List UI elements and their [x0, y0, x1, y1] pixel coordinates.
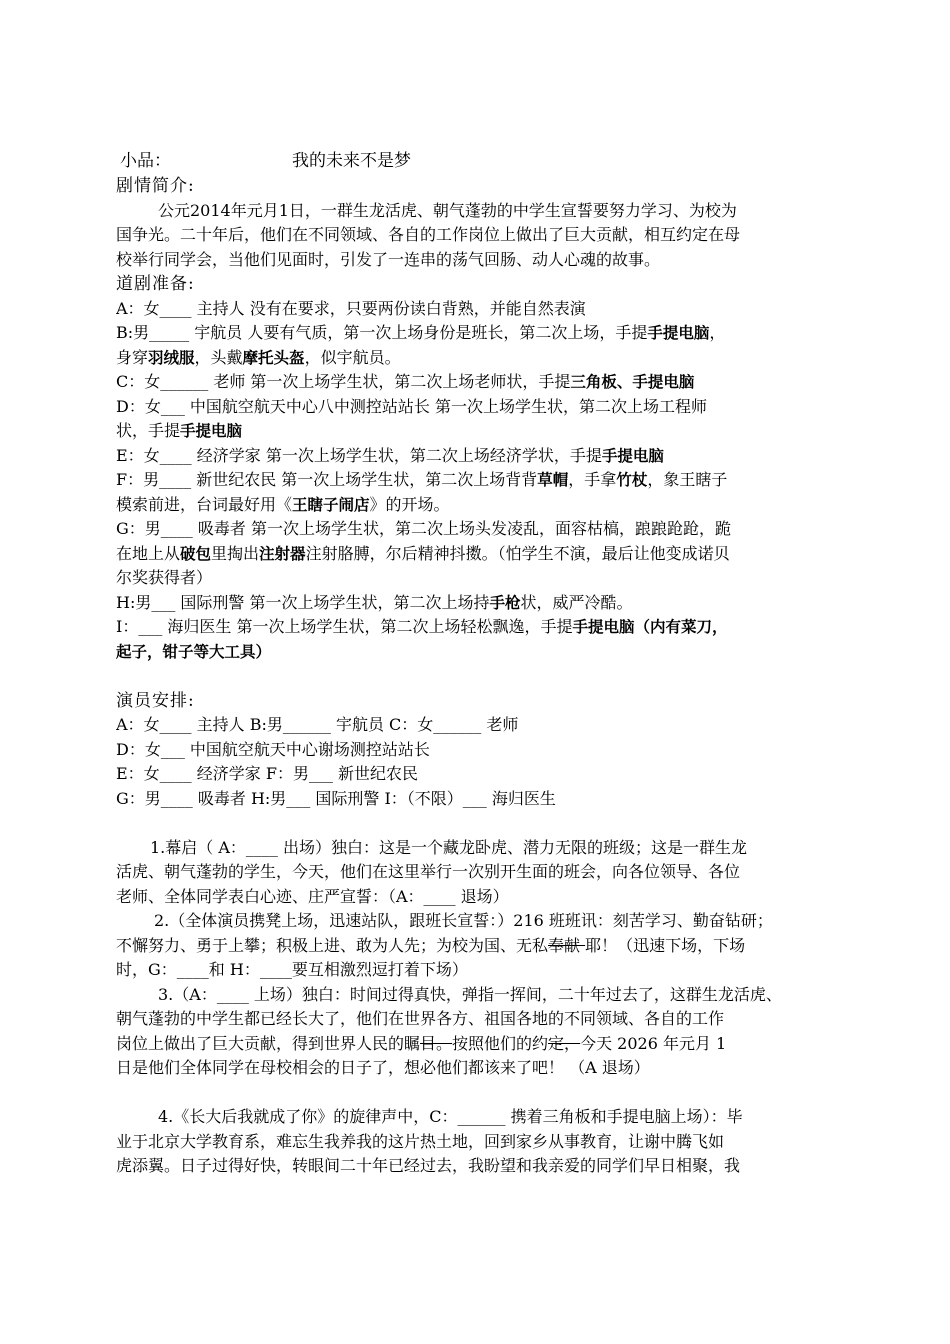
text: 不懈努力、勇于上攀；积极上进、敢为人先；为校为国、无私	[116, 935, 549, 955]
prop-item: 手提电脑	[601, 446, 664, 465]
text: 状，威严冷酷。	[520, 592, 633, 612]
props-line: 尔奖获得者）	[116, 568, 213, 587]
text: 模索前进，台词最好用《	[116, 494, 293, 514]
props-heading: 道剧准备:	[116, 274, 195, 294]
script-line: 业于北京大学教育系，难忘生我养我的这片热土地，回到家乡从事教育，让谢中腾飞如	[116, 1131, 725, 1151]
props-line	[116, 615, 840, 640]
props-line	[116, 370, 840, 395]
synopsis-heading: 剧情简介:	[116, 176, 195, 196]
prop-item: 起子，钳子等大工具）	[116, 642, 272, 661]
text: 注射胳膊，尔后精神抖擞。（怕学生不演，最后让他变成诺贝	[305, 543, 730, 563]
play-title: 我的未来不是梦	[292, 151, 411, 171]
text: F：男____ 新世纪农民 第一次上场学生状，第二次上场背背	[116, 470, 538, 489]
cast-line: A：女____ 主持人 B:男______ 宇航员 C：女______ 老师	[116, 715, 519, 734]
text: 按照他们的约	[452, 1033, 549, 1053]
text: ，头戴	[194, 347, 243, 367]
props-line: D：女___ 中国航空航天中心八中测控站站长 第一次上场学生状，第二次上场工程师	[116, 396, 708, 416]
text: H:男___ 国际刑警 第一次上场学生状，第二次上场持	[116, 592, 490, 612]
text: ，似宇航员。	[304, 347, 401, 367]
script-line: 老师、全体同学表白心迹、庄严宣誓：（A：____ 退场）	[116, 886, 509, 906]
prop-item: 摩托头盔	[242, 348, 305, 367]
spacer	[116, 664, 840, 689]
text: ，象王瞎子	[647, 470, 728, 489]
script-line	[116, 934, 840, 959]
text: E：女____ 经济学家 第一次上场学生状，第二次上场经济学状，手提	[116, 445, 602, 465]
text: ，手拿	[568, 470, 617, 489]
script-line: 3.（A：____ 上场）独白：时间过得真快，弹指一挥间，二十年过去了，这群生龙活虎、	[158, 984, 782, 1004]
text: 岗位上做出了巨大贡献，得到世界人民的瞩	[116, 1033, 421, 1053]
title-row	[116, 148, 840, 174]
text: 耶！（迅速下场，下场	[585, 935, 746, 955]
script-line: 时，G：____和 H：____要互相激烈逗打着下场）	[116, 960, 468, 979]
script-line: 1.幕启（ A：____ 出场）独白：这是一个藏龙卧虎、潜力无限的班级；这是一群生龙	[150, 837, 747, 857]
struck-text: 目。	[420, 1033, 453, 1053]
script-line	[116, 1032, 840, 1057]
prop-item: 三角板、手提电脑	[570, 373, 695, 391]
title-label: 小品：	[120, 151, 171, 171]
synopsis-line: 公元2014年元月1日，一群生龙活虎、朝气蓬勃的中学生宣誓要努力学习、为校为	[158, 200, 737, 220]
synopsis-line: 国争光。二十年后，他们在不同领域、各自的工作岗位上做出了巨大贡献，相互约定在母	[116, 225, 741, 244]
prop-item: 手枪	[489, 593, 521, 612]
props-line	[116, 346, 840, 371]
struck-text: 定，	[548, 1033, 581, 1053]
props-line	[116, 444, 840, 469]
prop-item: 王瞎子闹店	[292, 495, 370, 514]
text: 在地上从	[116, 543, 181, 563]
text: 状，手提	[116, 421, 181, 440]
props-line	[116, 591, 840, 616]
script-line: 朝气蓬勃的中学生都已经长大了，他们在世界各方、祖国各地的不同领域、各自的工作	[116, 1009, 725, 1028]
text: 身穿	[116, 347, 149, 367]
text: 》的开场。	[369, 494, 450, 514]
prop-item: 手提电脑	[647, 324, 710, 342]
cast-line: E：女____ 经济学家 F：男___ 新世纪农民	[116, 764, 419, 783]
prop-item: 竹杖	[616, 471, 648, 489]
spacer	[116, 1081, 840, 1106]
struck-text: 奉献	[548, 935, 586, 955]
props-line	[116, 468, 840, 493]
text: I：___ 海归医生 第一次上场学生状，第二次上场轻松飘逸，手提	[116, 617, 573, 636]
props-line	[116, 419, 840, 444]
synopsis-line: 校举行同学会，当他们见面时，引发了一连串的荡气回肠、动人心魂的故事。	[116, 249, 661, 269]
prop-item: 草帽	[537, 471, 569, 489]
prop-item: 手提电脑（内有菜刀，	[572, 618, 728, 636]
script-line: 活虎、朝气蓬勃的学生，今天，他们在这里举行一次别开生面的班会，向各位领导、各位	[116, 862, 741, 881]
props-line	[116, 493, 840, 518]
props-line	[116, 640, 840, 665]
script-line: 2.（全体演员携凳上场，迅速站队，跟班长宣誓：）216 班班讯：刻苦学习、勤奋钻研；	[154, 911, 773, 930]
script-line: 虎添翼。日子过得好快，转眼间二十年已经过去，我盼望和我亲爱的同学们早日相聚，我	[116, 1156, 741, 1175]
props-line	[116, 542, 840, 567]
props-line	[116, 321, 840, 346]
prop-item: 注射器	[259, 544, 306, 563]
cast-line: D：女___ 中国航空航天中心谢场测控站站长	[116, 739, 430, 759]
text: 里掏出	[211, 543, 260, 563]
props-line: G：男____ 吸毒者 第一次上场学生状，第二次上场头发凌乱，面容枯槁，踉踉跄跄，跪	[116, 519, 731, 538]
prop-item: 手提电脑	[180, 422, 243, 440]
cast-line: G：男____ 吸毒者 H:男___ 国际刑警 I：（不限）___ 海归医生	[116, 788, 556, 808]
spacer	[116, 811, 840, 836]
prop-item: 破包	[180, 544, 212, 563]
text: ，	[709, 323, 726, 342]
script-line: 日是他们全体同学在母校相会的日子了，想必他们都该来了吧！ （A 退场）	[116, 1058, 650, 1077]
props-line: A：女____ 主持人 没有在要求，只要两份读白背熟，并能自然表演	[116, 298, 586, 318]
prop-item: 羽绒服	[148, 348, 195, 367]
cast-heading: 演员安排:	[116, 690, 195, 711]
script-line: 4.《长大后我就成了你》的旋律声中，C：______ 携着三角板和手提电脑上场）：毕	[158, 1107, 743, 1126]
text: B:男_____ 宇航员 人要有气质，第一次上场身份是班长，第二次上场，手提	[116, 323, 648, 342]
text: 今天 2026 年元月 1	[580, 1033, 727, 1053]
document-page	[116, 148, 840, 1179]
text: C：女______ 老师 第一次上场学生状，第二次上场老师状，手提	[116, 372, 571, 391]
